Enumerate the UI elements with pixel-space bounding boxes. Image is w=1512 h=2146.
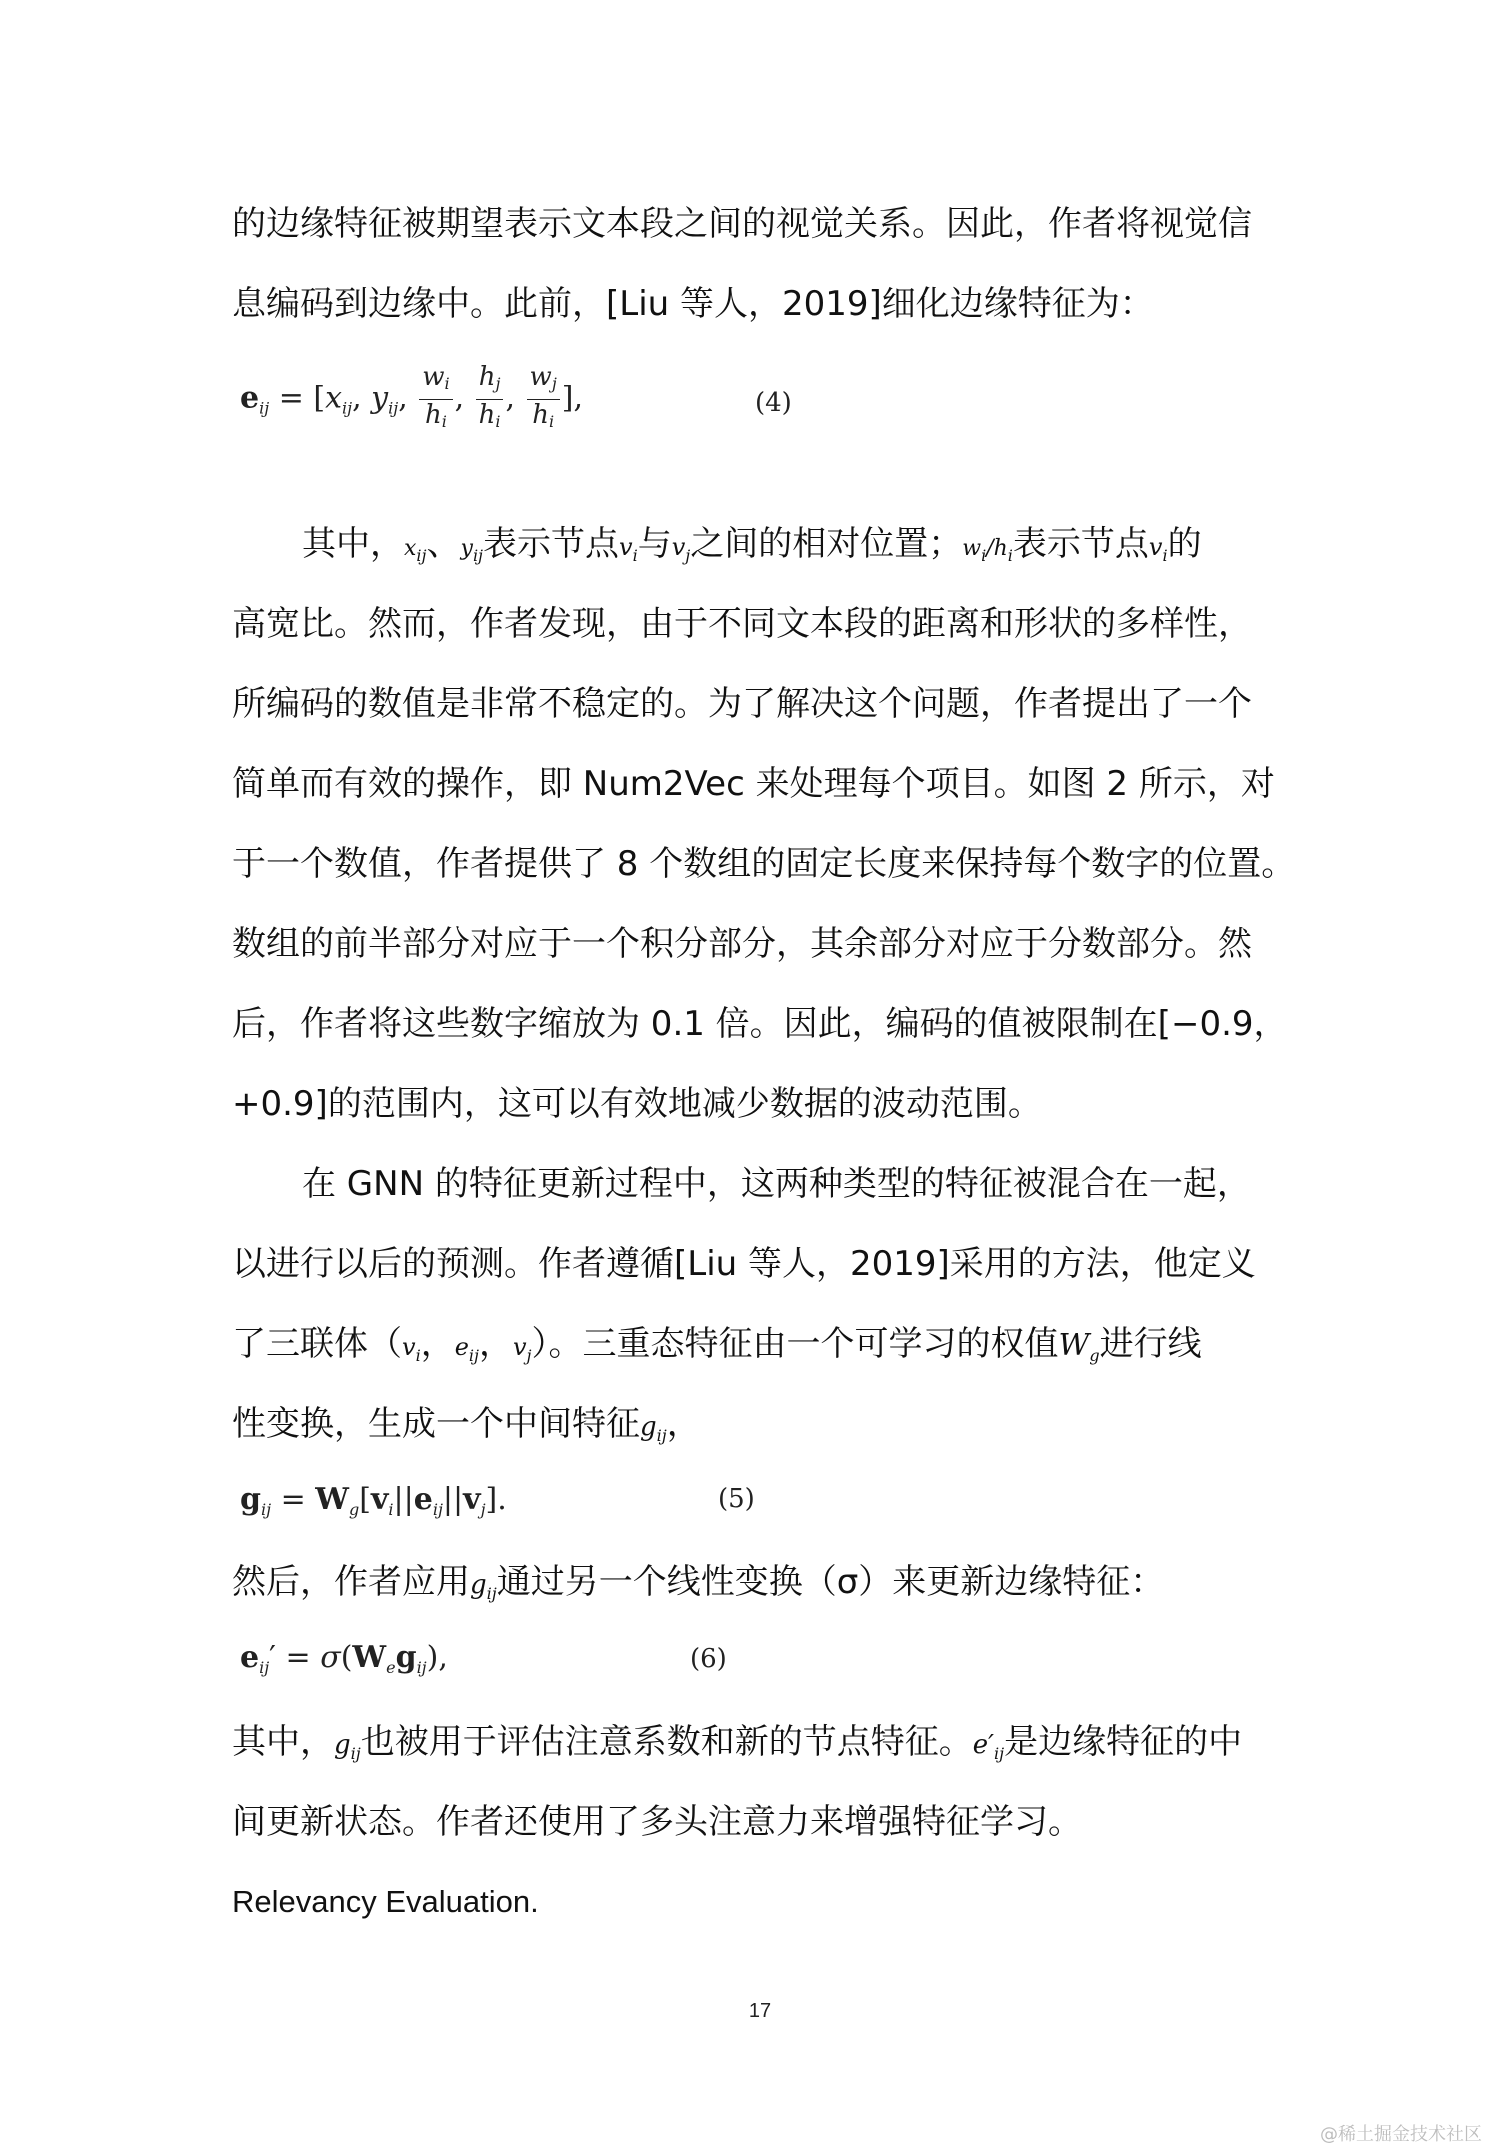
paragraph-line: 性变换，生成一个中间特征$g_{ij}$， <box>232 1404 701 1445</box>
paragraph-line: 所编码的数值是非常不稳定的。为了解决这个问题，作者提出了一个 <box>232 684 1252 724</box>
paragraph-line: 其中，$g_{ij}$也被用于评估注意系数和新的节点特征。$e'_{ij}$是边缘特征的中 <box>232 1722 1243 1763</box>
paragraph-line: 的边缘特征被期望表示文本段之间的视觉关系。因此，作者将视觉信 <box>232 204 1252 244</box>
paragraph-line: 以进行以后的预测。作者遵循[Liu 等人，2019]采用的方法，他定义 <box>232 1244 1256 1284</box>
equation-number: (5) <box>718 1484 755 1514</box>
paragraph-line: 间更新状态。作者还使用了多头注意力来增强特征学习。 <box>232 1802 1082 1842</box>
paragraph-line: 在 GNN 的特征更新过程中，这两种类型的特征被混合在一起， <box>302 1164 1251 1204</box>
paragraph-line: 了三联体（$v_i$，$e_{ij}$，$v_j$）。三重态特征由一个可学习的权值$W_g$进行线 <box>232 1324 1202 1365</box>
section-heading: Relevancy Evaluation. <box>232 1884 539 1919</box>
paragraph-line: 简单而有效的操作，即 Num2Vec 来处理每个项目。如图 2 所示，对 <box>232 764 1275 804</box>
paragraph-line: 其中，$x_{ij}$、$y_{ij}$表示节点$v_i$与$v_j$之间的相对位置；$w_i/h_i$表示节点$v_i$的 <box>302 524 1202 565</box>
page-number: 17 <box>748 2000 772 2022</box>
equation-number: (4) <box>755 388 792 418</box>
paragraph-line: 于一个数值，作者提供了 8 个数组的固定长度来保持每个数字的位置。 <box>232 844 1296 884</box>
paragraph-line: 然后，作者应用$g_{ij}$通过另一个线性变换（σ）来更新边缘特征： <box>232 1562 1165 1603</box>
equation-number: (6) <box>690 1644 727 1674</box>
equation-4: $e_{ij} = [x_{ij}$, $y_{ij}$, $\frac{w_i}{h_i}$ , $\frac{h_j}{h_i}$ , $\frac{w_j}{h_i}$ ], <box>240 362 584 431</box>
eq4-lhs-sub: ij <box>259 398 270 418</box>
paragraph-line: 后，作者将这些数字缩放为 0.1 倍。因此，编码的值被限制在[−0.9， <box>232 1004 1288 1044</box>
equation-5: $g_{ij} = W_g[v_i||e_{ij}||v_j]$. <box>240 1482 507 1519</box>
equation-6: $e_{ij}' = \sigma(W_eg_{ij})$, <box>240 1640 448 1677</box>
paragraph-line: 数组的前半部分对应于一个积分部分，其余部分对应于分数部分。然 <box>232 924 1252 964</box>
paragraph-line: +0.9]的范围内，这可以有效地减少数据的波动范围。 <box>232 1084 1042 1124</box>
eq4-lhs: e <box>240 380 260 416</box>
watermark: @稀土掘金技术社区 <box>1320 2124 1482 2145</box>
paragraph-line: 息编码到边缘中。此前，[Liu 等人，2019]细化边缘特征为： <box>232 284 1154 324</box>
paragraph-line: 高宽比。然而，作者发现，由于不同文本段的距离和形状的多样性， <box>232 604 1252 644</box>
